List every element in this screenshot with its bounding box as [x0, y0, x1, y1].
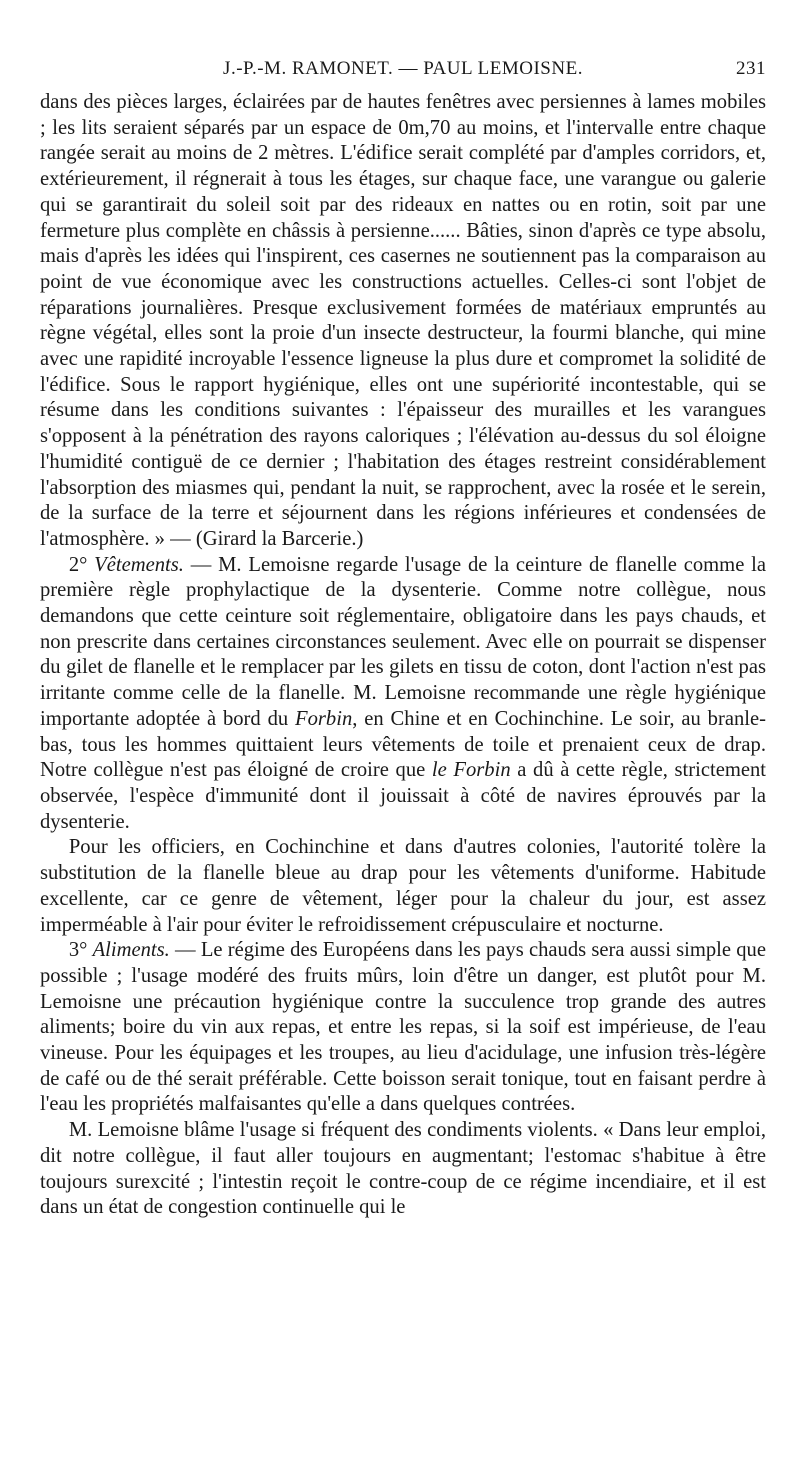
book-page: [40, 50, 766, 1221]
section-heading-food: Aliments.: [92, 939, 170, 962]
paragraph-text: — M. Lemoisne regarde l'usage de la ceinture de flanelle comme la première règle prophylactique de la dysenterie. Comme notre collègue, nous demandons que cette ceinture soit réglementaire, obligatoire dans les pays chauds, et non prescrite dans certaines circonstances seulement. Avec elle on pourrait se dispenser du gilet de flanelle et le remplacer par les gilets en tissu de coton, dont l'action n'est pas irritante comme celle de la flanelle. M. Lemoisne recommande une règle hygiénique importante adoptée à bord du: [40, 553, 766, 730]
paragraph-text: a dû à cette règle, strictement observée, l'espèce d'immunité dont il jouissait à côté de navires éprouvés par la dysenterie.: [40, 759, 767, 833]
paragraph-text: — Le régime des Européens dans les pays chauds sera aussi simple que possible ; l'usage modéré des fruits mûrs, loin d'être un danger, est plutôt pour M. Lemoisne une précaution hygiénique contre la succulence trop grande des autres aliments; boire du vin aux repas, et entre les repas, si la soif est impérieuse, de l'eau vineuse. Pour les équipages et les troupes, au lieu d'acidulage, une infusion très-légère de café ou de thé serait préférable. Cette boisson serait tonique, tout en faisant perdre à l'eau les propriétés malfaisantes qu'elle a dans quelques contrées.: [40, 939, 766, 1116]
section-heading-clothing: Vêtements.: [94, 553, 184, 576]
ship-name: le Forbin: [431, 759, 511, 782]
paragraph-officers: Pour les officiers, en Cochinchine et dans d'autres colonies, l'autorité tolère la substitution de la flanelle bleue au drap pour les vêtements d'uniforme. Habitude excellente, car ce genre de vêtement, léger pour la chaleur du jour, est assez imperméable à l'air pour éviter le refroidissement crépusculaire et nocturne.: [40, 836, 766, 936]
ship-name: Forbin: [295, 707, 353, 730]
paragraph-clothing: [40, 553, 766, 836]
paragraph-barracks-quote: dans des pièces larges, éclairées par de hautes fenêtres avec persiennes à lames mobiles ; les lits seraient séparés par un espace de 0m,70 au moins, et l'intervalle entre chaque rangée serait au moins de 2 mètres. L'édifice serait complété par d'amples corridors, et, extérieurement, il régnerait à tous les étages, sur chaque face, une varangue ou galerie qui se garantirait du soleil soit par des rideaux en nattes ou en rotin, soit par une fermeture plus complète en châssis à persienne...... Bâties, sinon d'après ce type absolu, mais d'après les idées qui l'inspirent, ces casernes ne soutiennent pas la comparaison au point de vue économique avec les constructions actuelles. Celles-ci sont l'objet de réparations journalières. Presque exclusivement formées de matériaux empruntés au règne végétal, elles sont la proie d'un insecte destructeur, la fourmi blanche, qui mine avec une rapidité incroyable l'essence ligneuse la plus dure et compromet la solidité de l'édifice. Sous le rapport hygiénique, elles ont une supériorité incontestable, qui se résume dans les conditions suivantes : l'épaisseur des murailles et les varangues s'opposent à la pénétration des rayons caloriques ; l'élévation au-dessus du sol éloigne l'humidité contiguë de ce dernier ; l'habitation des étages restreint considérablement l'absorption des miasmes qui, pendant la nuit, se rapprochent, avec la rosée et le serein, de la surface de la terre et séjournent dans les régions inférieures et condensées de l'atmosphère. » — (Girard la Barcerie.): [40, 91, 766, 550]
body-text: [40, 90, 766, 1221]
section-number: 3°: [68, 939, 93, 962]
section-number: 2°: [68, 553, 95, 576]
running-title: J.-P.-M. RAMONET. — PAUL LEMOISNE.: [223, 58, 583, 79]
paragraph-condiments: M. Lemoisne blâme l'usage si fréquent des condiments violents. « Dans leur emploi, dit notre collègue, il faut aller toujours en augmentant; l'estomac s'habitue à être toujours surexcité ; l'intestin reçoit le contre-coup de ce régime incendiaire, et il est dans un état de congestion continuelle qui le: [40, 1119, 766, 1219]
page-number: 231: [736, 58, 766, 79]
paragraph-text: , en Chine et en Cochinchine. Le soir, au branle-bas, tous les hommes quittaient leurs vêtements de toile et prenaient ceux de drap. Notre collègue n'est pas éloigné de croire que: [40, 707, 766, 782]
paragraph-food: [40, 938, 766, 1118]
running-head: [40, 50, 766, 90]
